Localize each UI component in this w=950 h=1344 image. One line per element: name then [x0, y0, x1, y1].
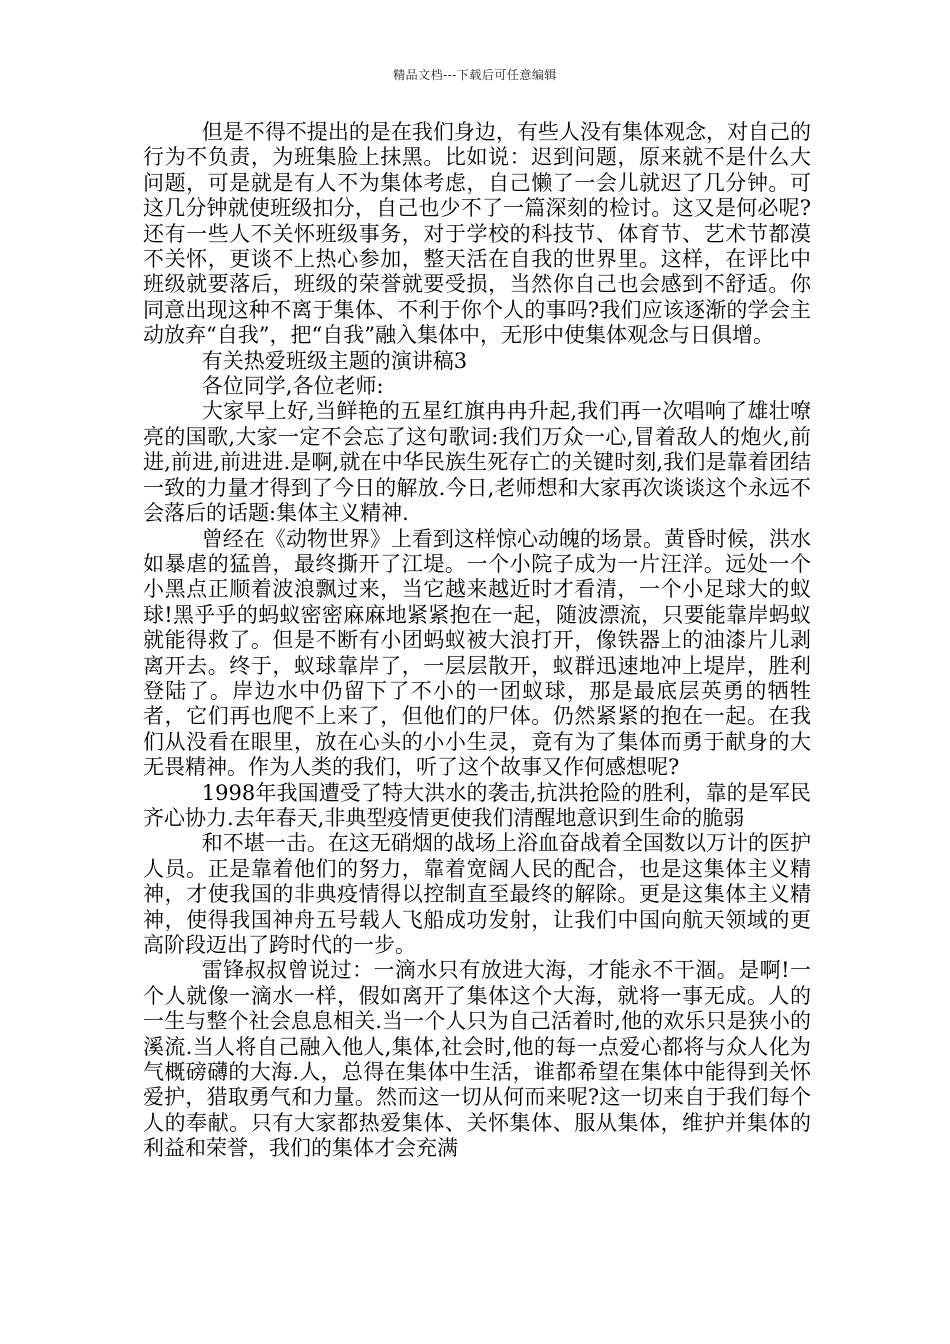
speech-title: 有关热爱班级主题的演讲稿3 — [201, 348, 468, 373]
paragraph-lei-feng: 雷锋叔叔曾说过：一滴水只有放进大海，才能永不干涸。是啊!一个人就像一滴水一样，假如离开了集体这个大海，就将一事无成。人的一生与整个社会息息相关.当一个人只为自己活着时,他的欢乐只是狭小的溪流.当人将自己融入他人,集体,社会时,他的每一点爱心都将与众人化为气概磅礴的大海.人，总得在集体中生活，谁都希望在集体中能得到关怀爱护，猎取勇气和力量。然而这一切从何而来呢?这一切来自于我们每个人的奉献。只有大家都热爱集体、关怀集体、服从集体，维护并集体的利益和荣誉，我们的集体才会充满 — [143, 958, 811, 1161]
paragraph-medical-staff: 和不堪一击。在这无硝烟的战场上浴血奋战着全国数以万计的医护人员。正是靠着他们的努力，靠着宽阔人民的配合，也是这集体主义精神，才使我国的非典疫情得以控制直至最终的解除。更是这集体主义精神，使得我国神舟五号载人飞船成功发射，让我们中国向航天领域的更高阶段迈出了跨时代的一步。 — [143, 831, 811, 957]
paragraph-opening: 大家早上好,当鲜艳的五星红旗冉冉升起,我们再一次唱响了雄壮嘹亮的国歌,大家一定不会忘了这句歌词:我们万众一心,冒着敌人的炮火,前进,前进,前进进.是啊,就在中华民族生死存亡的关键时刻,我们是靠着团结一致的力量才得到了今日的解放.今日,老师想和大家再次谈谈这个永远不会落后的话题:集体主义精神. — [143, 399, 811, 526]
paragraph-collective-concept: 但是不得不提出的是在我们身边，有些人没有集体观念，对自己的行为不负责，为班集脸上抹黑。比如说：迟到问题，原来就不是什么大问题，可是就是有人不为集体考虑，自己懒了一会儿就迟了几分钟。可这几分钟就使班级扣分，自己也少不了一篇深刻的检讨。这又是何必呢?还有一些人不关怀班级事务，对于学校的科技节、体育节、艺术节都漠不关怀，更谈不上热心参加，整天活在自我的世界里。这样，在评比中班级就要落后，班级的荣誉就要受损，当然你自己也会感到不舒适。你同意出现这种不离于集体、不利于你个人的事吗?我们应该逐渐的学会主动放弃“自我”，把“自我”融入集体中，无形中使集体观念与日俱增。 — [143, 120, 811, 348]
paragraph-flood-1998: 1998年我国遭受了特大洪水的袭击,抗洪抢险的胜利，靠的是军民齐心协力.去年春天,非典型疫情更使我们清醒地意识到生命的脆弱 — [143, 780, 811, 830]
page-header: 精品文档---下载后可任意编辑 — [393, 68, 557, 82]
speech-greeting: 各位同学,各位老师: — [201, 374, 384, 399]
document-body — [143, 120, 811, 1162]
paragraph-ant-story: 曾经在《动物世界》上看到这样惊心动魄的场景。黄昏时候，洪水如暴虐的猛兽，最终撕开了江堤。一个小院子成为一片汪洋。远处一个小黑点正顺着波浪飘过来，当它越来越近时才看清，一个小足球大的蚁球!黑乎乎的蚂蚁密密麻麻地紧紧抱在一起，随波漂流，只要能靠岸蚂蚁就能得救了。但是不断有小团蚂蚁被大浪打开，像铁器上的油漆片儿剥离开去。终于，蚁球靠岸了，一层层散开，蚁群迅速地冲上堤岸，胜利登陆了。岸边水中仍留下了不小的一团蚁球，那是最底层英勇的牺牲者，它们再也爬不上来了，但他们的尸体。仍然紧紧的抱在一起。在我们从没看在眼里，放在心头的小小生灵，竟有为了集体而勇于献身的大无畏精神。作为人类的我们，听了这个故事又作何感想呢? — [143, 526, 811, 780]
